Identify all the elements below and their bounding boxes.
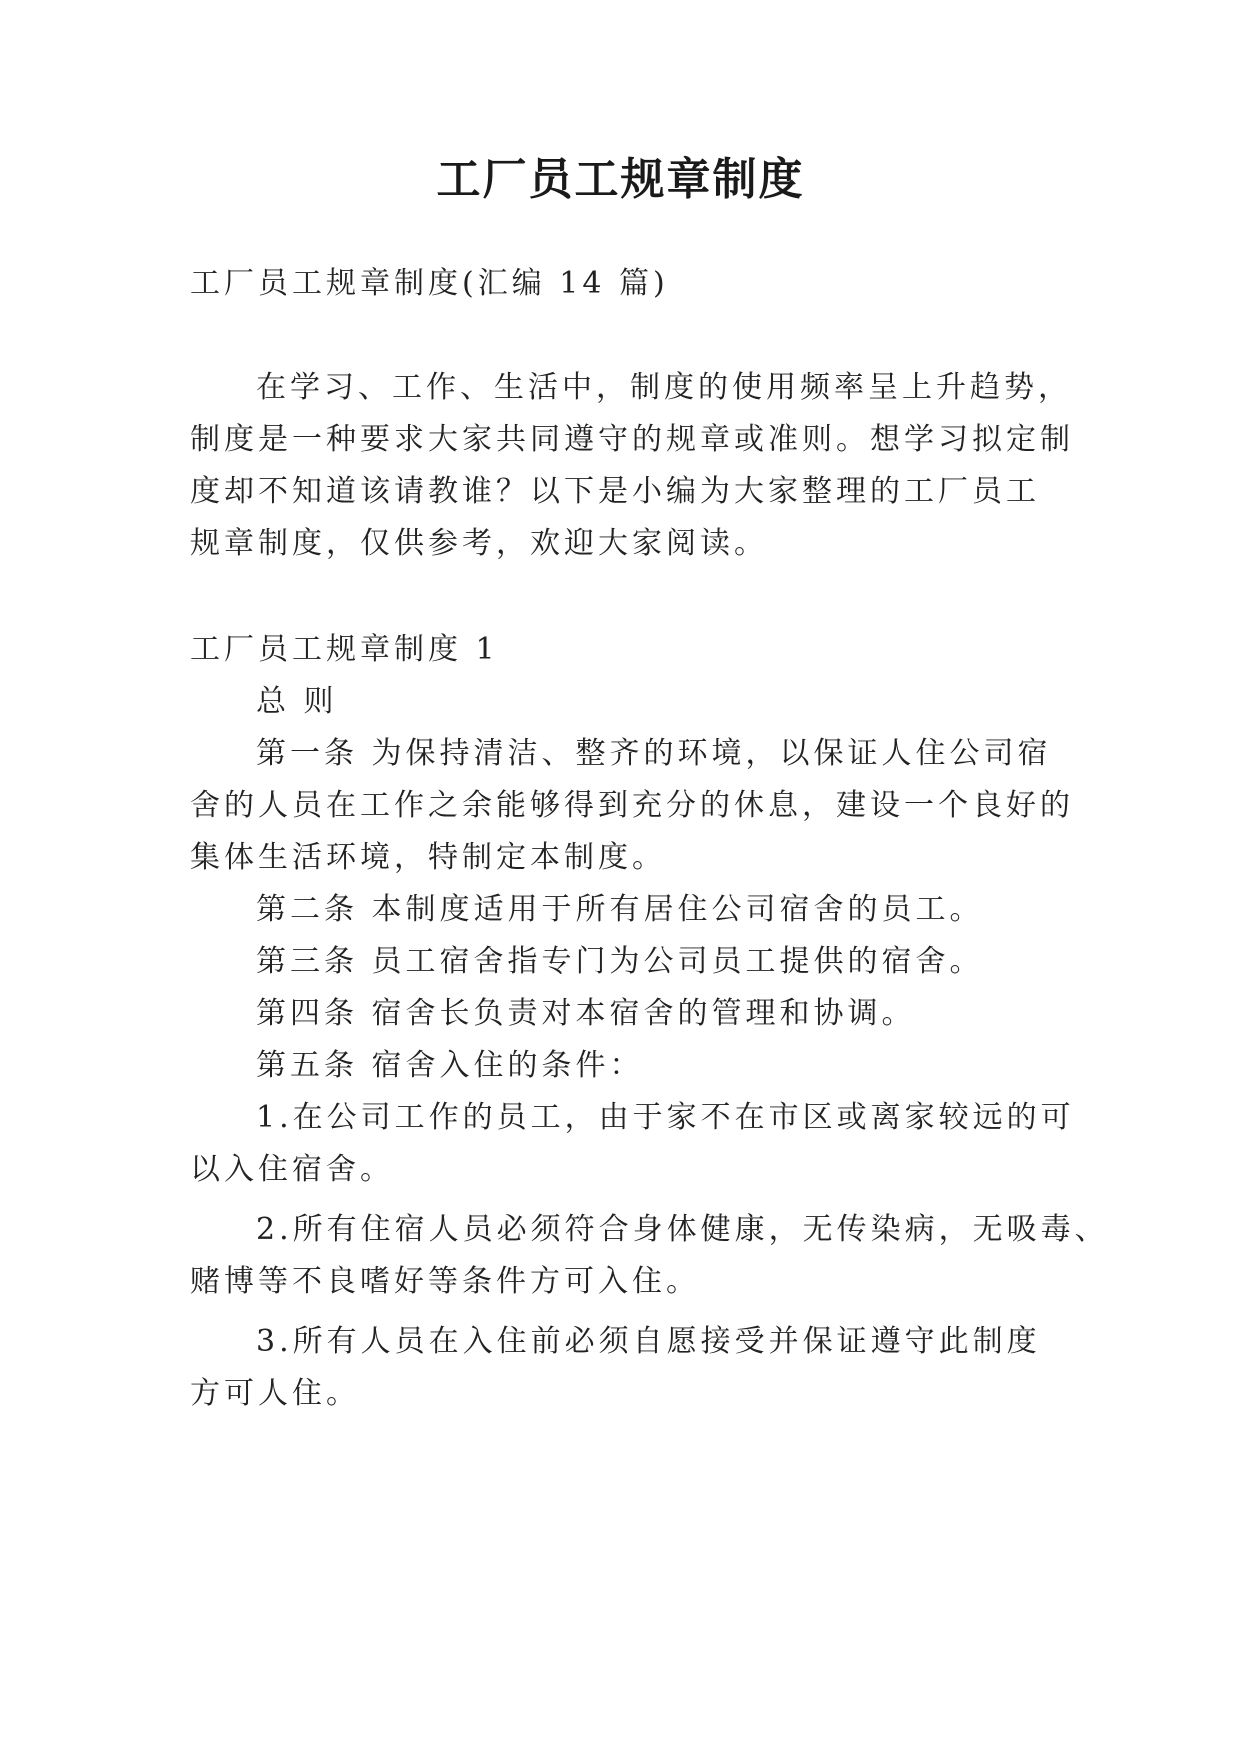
condition-1-line-1: 1.在公司工作的员工，由于家不在市区或离家较远的可 [256,1100,1075,1135]
intro-line-1: 在学习、工作、生活中，制度的使用频率呈上升趋势， [256,370,1072,405]
article-1-line-2: 舍的人员在工作之余能够得到充分的休息，建设一个良好的 [190,788,1074,823]
intro-line-2: 制度是一种要求大家共同遵守的规章或准则。想学习拟定制 [190,422,1074,457]
document-title: 工厂员工规章制度 [436,154,805,205]
condition-3-line-2: 方可人住。 [190,1376,360,1411]
general-heading: 总 则 [256,684,338,719]
document-subtitle: 工厂员工规章制度(汇编 14 篇) [190,266,669,301]
condition-2-line-2: 赌博等不良嗜好等条件方可入住。 [190,1264,700,1299]
section-heading: 工厂员工规章制度 1 [190,632,499,667]
intro-line-4: 规章制度，仅供参考，欢迎大家阅读。 [190,526,768,561]
article-4: 第四条 宿舍长负责对本宿舍的管理和协调。 [256,996,916,1031]
condition-3-line-1: 3.所有人员在入住前必须自愿接受并保证遵守此制度 [256,1324,1041,1359]
article-1-line-3: 集体生活环境，特制定本制度。 [190,840,666,875]
condition-2-line-1: 2.所有住宿人员必须符合身体健康，无传染病，无吸毒、 [256,1212,1109,1247]
article-5: 第五条 宿舍入住的条件： [256,1048,644,1083]
article-3: 第三条 员工宿舍指专门为公司员工提供的宿舍。 [256,944,984,979]
intro-line-3: 度却不知道该请教谁？以下是小编为大家整理的工厂员工 [190,474,1040,509]
article-2: 第二条 本制度适用于所有居住公司宿舍的员工。 [256,892,984,927]
article-1-line-1: 第一条 为保持清洁、整齐的环境，以保证人住公司宿 [256,736,1052,771]
condition-1-line-2: 以入住宿舍。 [190,1152,394,1187]
